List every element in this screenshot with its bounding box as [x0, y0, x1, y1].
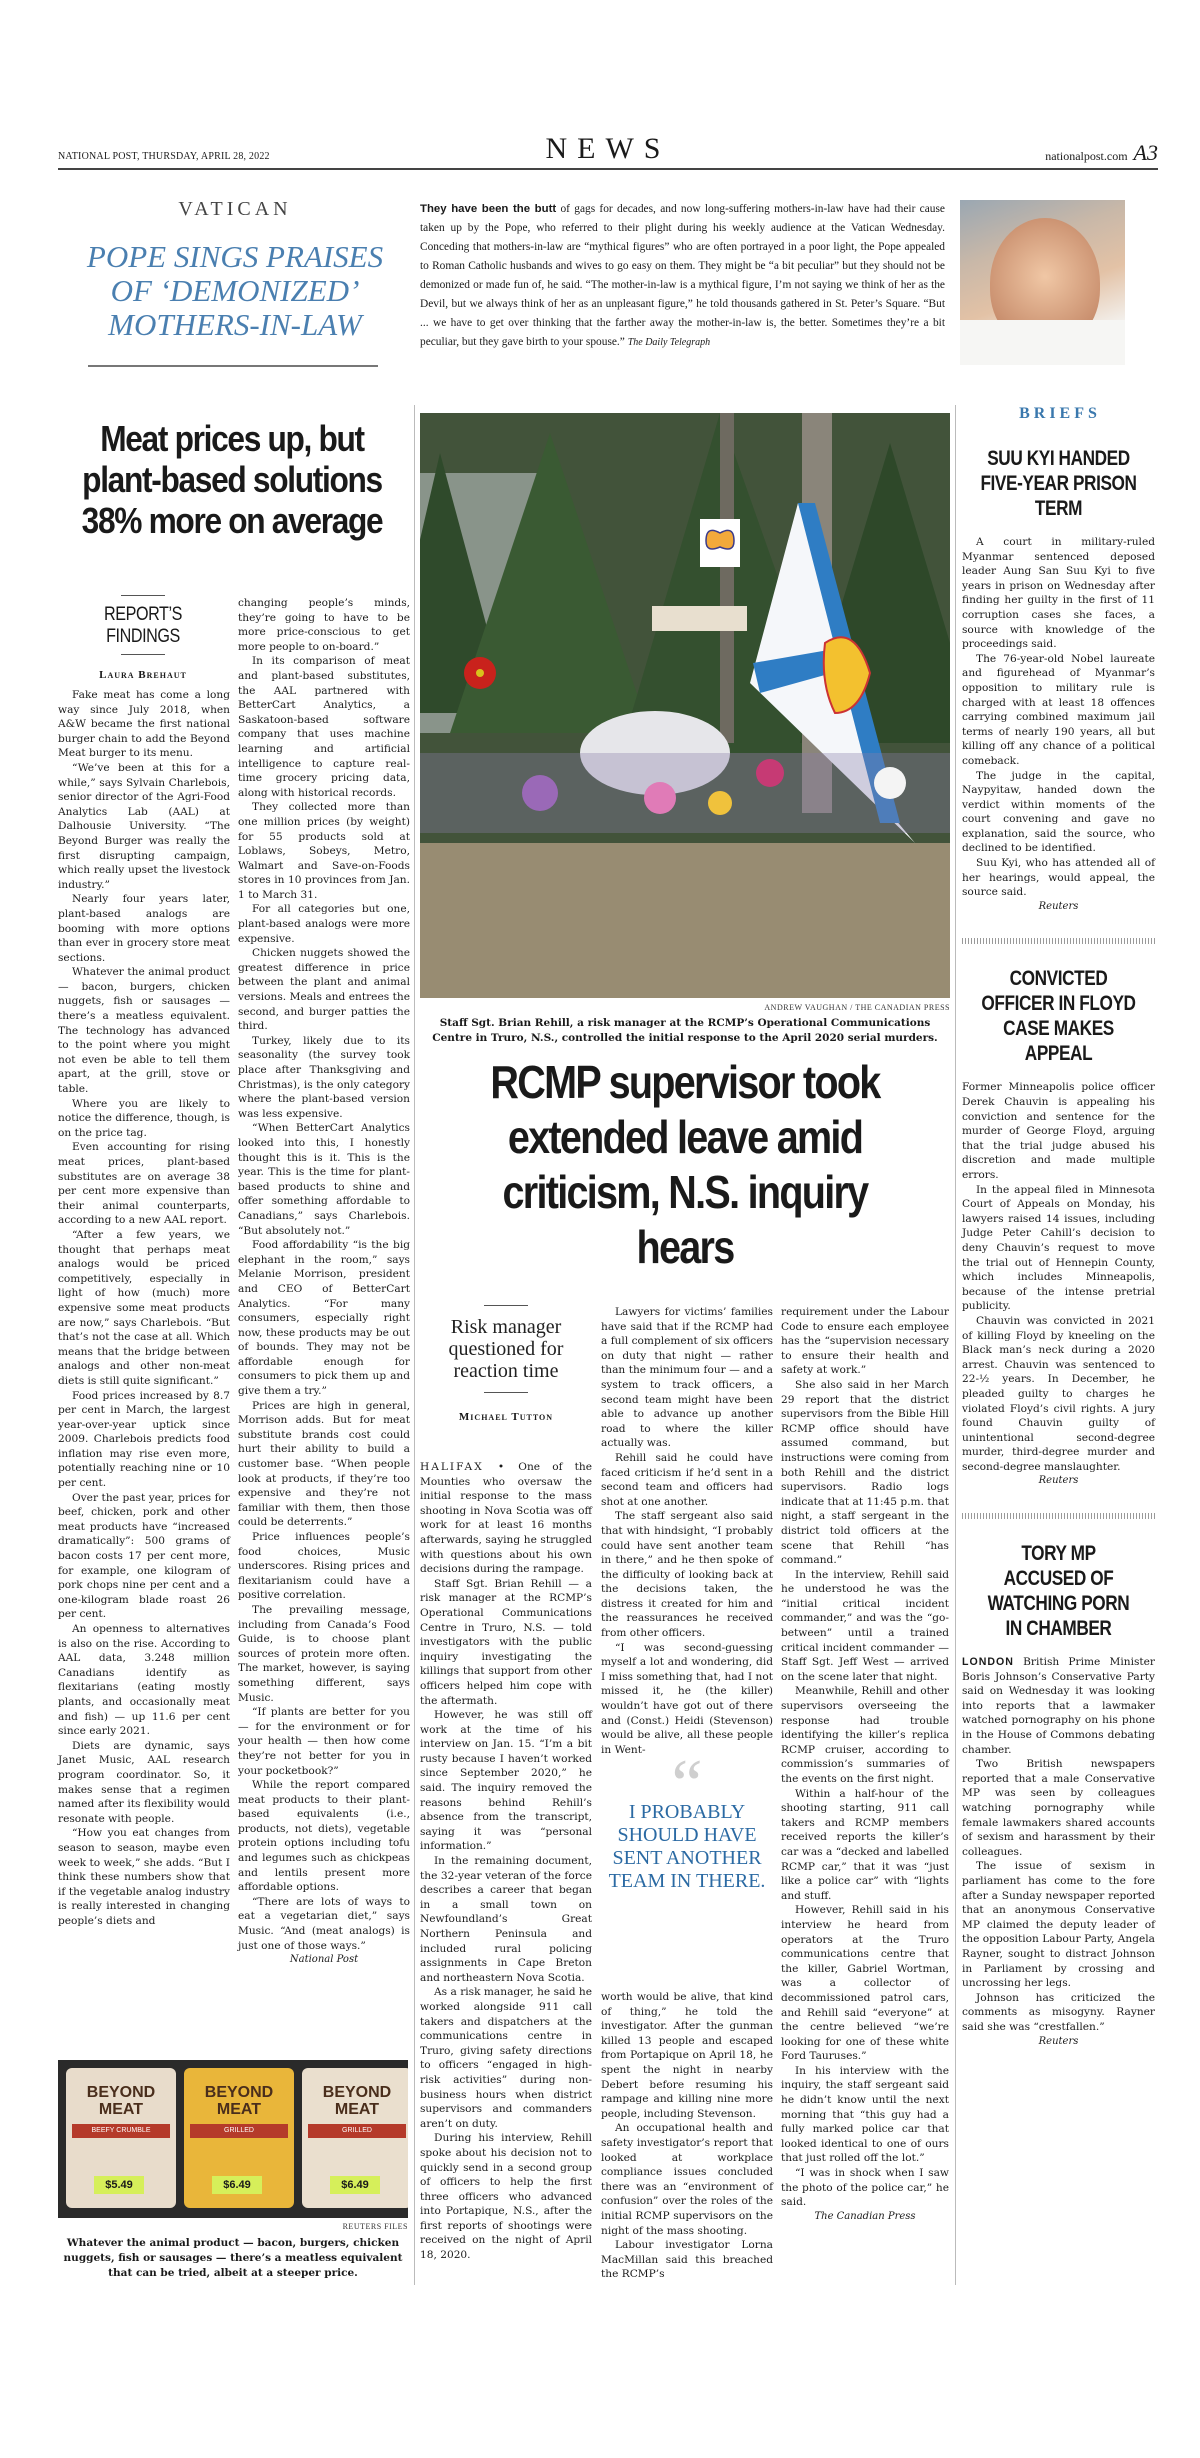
divider: [121, 595, 165, 596]
paragraph: Lawyers for victims’ families have said that if the RCMP had a full complement of six officers on duty that night — rather than the minimum four — and a system to track officers, a second team might have been able to advance up another road to where the killer actually was.: [601, 1306, 773, 1450]
dateline: LONDON: [962, 1656, 1014, 1669]
rcmp-deck: Risk manager questioned for reaction time: [448, 1316, 564, 1382]
paragraph: In its comparison of meat and plant-based substitutes, the AAL partnered with BetterCart Analytics, a Saskatoon-based software company that uses machine learning and artificial intelligence to capture real-time grocery pricing data, along with historical records.: [238, 655, 410, 799]
pull-quote: I PROBABLY SHOULD HAVE SENT ANOTHER TEAM IN THERE.: [608, 1801, 766, 1892]
paragraph: The prevailing message, including from Canada’s Food Guide, is to choose plant sources of protein more often. The market, however, is saying something different, says Music.: [238, 1603, 410, 1704]
story-source: Reuters: [1038, 1475, 1079, 1487]
paragraph: Prices are high in general, Morrison adds. But for meat substitute brands cost could hurt their ability to build a customer base. “When people look at products, if they’re too expensive and they’re not familiar with them, then those could be deterrents.”: [238, 1399, 410, 1529]
paragraph: In the interview, Rehill said he understood he was the “initial critical incident commander,” and was the “go-between” until a trained critical incident commander — Staff Sgt. Jeff West — arrived on the scene later that night.: [781, 1568, 949, 1683]
paragraph: The 76-year-old Nobel laureate and figurehead of Myanmar’s opposition to military rule is charged with at least 18 offences carrying combined maximum jail terms of nearly 190 years, all but killing off any chance of a political comeback.: [962, 652, 1155, 767]
site-url: nationalpost.com: [1045, 149, 1128, 163]
paragraph: Diets are dynamic, says Janet Music, AAL research program coordinator. So, it makes sense that a regimen named after its flexibility would resonate with people.: [58, 1739, 230, 1825]
meat-byline: Laura Brehaut: [99, 669, 187, 681]
story-source: Reuters: [1038, 2035, 1079, 2047]
page-number: A3: [1133, 140, 1158, 165]
paragraph: [962, 1655, 1155, 1757]
paragraph: Over the past year, prices for beef, chicken, pork and other meat products have “increased dramatically”: 500 grams of bacon costs 17 per cent more, for example, one kilogram of pork chops nine per cent and a one-kilogram blade roast 26 per cent.: [58, 1491, 230, 1621]
brief-headline: CONVICTED OFFICER IN FLOYD CASE MAKES APPEAL: [981, 967, 1136, 1066]
dateline: HALIFAX •: [420, 1461, 507, 1473]
paragraph: The staff sergeant also said that with hindsight, “I probably could have sent another team in there,” and he then spoke of the difficulty of looking back at the decisions taken, the distress it created for him and the reassurances he received from other officers.: [601, 1510, 773, 1640]
pull-quote-block: [601, 1746, 773, 1893]
paragraph: “We’ve been at this for a while,” says Sylvain Charlebois, senior director of the Agri-Food Analytics Lab (AAL) at Dalhousie University. “The Beyond Burger was really the first disrupting campaign, which really upset the livestock industry.”: [58, 761, 230, 891]
paragraph: Nearly four years later, plant-based analogs are booming with more options than ever in grocery store meat sections.: [58, 893, 230, 964]
product-pack: [184, 2068, 294, 2208]
paragraph: Price influences people’s food choices, Music underscores. Rising prices and flexitarianism could have a positive correlation.: [238, 1531, 410, 1602]
divider: [484, 1305, 528, 1306]
pack-brand: BEYOND MEAT: [322, 2084, 392, 2118]
page-folio: [58, 132, 1158, 170]
paragraph: An openness to alternatives is also on the rise. According to AAL data, 3.248 million Canadians identify as flexitarians (eating mostly plants, and occasionally meat and fish) — up 11.6 per cent since early 2021.: [58, 1623, 230, 1738]
paragraph: Former Minneapolis police officer Derek Chauvin is appealing his conviction and sentence for the murder of George Floyd, arguing that the trial judge abused his discretion and made multiple errors.: [962, 1081, 1155, 1181]
paragraph: Meanwhile, Rehill and other supervisors overseeing the response had trouble identifying the killer’s replica RCMP cruiser, according to commission’s summaries of the events on the first night.: [781, 1685, 949, 1785]
story-source: The Canadian Press: [814, 2210, 916, 2222]
price-tag: $6.49: [212, 2176, 262, 2194]
paragraph: Food affordability “is the big elephant in the room,” says Melanie Morrison, president and CEO of BetterCart Analytics. “For many consumers, especially right now, these products may be out of bounds. They may not be affordable enough for consumers to pick them up and give them a try.”: [238, 1239, 410, 1398]
paragraph: She also said in her March 29 report that the district supervisors from the Bible Hill RCMP office should have assumed command, but instructions were coming from both Rehill and the district supervisors. Radio logs indicate that at 11:45 p.m. that night, a staff sergeant in the district told officers at the scene that Rehill “has command.”: [781, 1378, 949, 1567]
meat-section-head: REPORT’S FINDINGS: [104, 604, 182, 647]
story-source: The Daily Telegraph: [627, 337, 711, 348]
rcmp-column-3: [781, 1305, 949, 2224]
paragraph: In the remaining document, the 32-year veteran of the force describes a career that began in a small town on Newfoundland’s Great Northern Peninsula and included rural policing assignments in Cape Breton and northeastern Nova Scotia.: [420, 1855, 592, 1984]
briefs-kicker: BRIEFS: [1019, 405, 1101, 422]
vatican-story: [420, 200, 945, 352]
paragraph: Suu Kyi, who has attended all of her hearings, would appeal, the source said.: [962, 857, 1155, 899]
paragraph: Even accounting for rising meat prices, plant-based substitutes are on average 38 per cent more expensive than their animal counterparts, according to a new AAL report.: [58, 1141, 230, 1227]
paragraph: “There are lots of ways to eat a vegetarian diet,” says Music. “And (meat analogs) is just one of those ways.”: [238, 1895, 410, 1952]
pack-flavour: BEEFY CRUMBLE: [72, 2124, 170, 2138]
paragraph: Within a half-hour of the shooting starting, 911 call takers and RCMP members received reports the killer’s car was a “decked and labelled RCMP car,” that it was “just like a police car” with “lights and stuff.: [781, 1787, 949, 1902]
paragraph: “If plants are better for you — for the environment or for your health — then how come they’re not better for you in your pocketbook?”: [238, 1706, 410, 1777]
price-tag: $6.49: [330, 2176, 380, 2194]
vatican-headline: POPE SINGS PRAISES OF ‘DEMONIZED’ MOTHERS-IN-LAW: [86, 239, 384, 342]
paragraph: They collected more than one million prices (by weight) for 55 products sold at Loblaws, Sobeys, Metro, Walmart and Save-on-Foods stores in 10 provinces from Jan. 1 to March 31.: [238, 801, 410, 901]
column-rule: [955, 405, 956, 2285]
brief-separator: [962, 938, 1155, 944]
paragraph: An occupational health and safety investigator’s report that looked at workplace compliance issues concluded there was an “environment of confusion” over the roles of the initial RCMP supervisors on the night of the mass shooting.: [601, 2122, 773, 2237]
paragraph: While the report compared meat products to their plant-based equivalents (i.e., products, not diets), vegetable protein options including tofu and legumes such as chickpeas and lentils present more affordable options.: [238, 1779, 410, 1894]
brief-body: [962, 535, 1155, 914]
photo-credit: ANDREW VAUGHAN / THE CANADIAN PRESS: [764, 1003, 950, 1012]
paragraph: However, he was still off work at the time of his interview on Jan. 15. “I’m a bit rusty because I haven’t worked since September 2020,” he said. The inquiry removed the reasons behind Rehill’s absence from the transcript, saying it was “personal information.”: [420, 1709, 592, 1853]
pack-flavour: GRILLED: [190, 2124, 288, 2138]
meat-column-2: [238, 596, 410, 1968]
rcmp-byline: Michael Tutton: [458, 1411, 554, 1423]
paragraph: In the appeal filed in Minnesota Court of Appeals on Monday, his lawyers raised 14 issues, including Judge Peter Cahill’s decision to deny Chauvin’s request to move the trial out of Hennepin County, which includes Minneapolis, because of the intense pretrial publicity.: [962, 1183, 1155, 1313]
quote-mark-icon: “: [671, 1746, 703, 1823]
paragraph: In his interview with the inquiry, the staff sergeant said he didn’t know until the next morning that “this guy had a fully marked police car that looked identical to one of ours that just rolled off the lot.”: [781, 2064, 949, 2165]
paragraph: Where you are likely to notice the difference, though, is on the price tag.: [58, 1097, 230, 1139]
paragraph: For all categories but one, plant-based analogs were more expensive.: [238, 903, 410, 945]
paragraph: Two British newspapers reported that a male Conservative MP was seen by colleagues watching pornography while female lawmakers shared accounts of sexism and harassment by their colleagues.: [962, 1758, 1155, 1858]
brief-headline: TORY MP ACCUSED OF WATCHING PORN IN CHAMBER: [987, 1542, 1130, 1641]
product-pack: [302, 2068, 408, 2208]
paragraph: Chauvin was convicted in 2021 of killing Floyd by kneeling on the Black man’s neck during a 2020 arrest. Chauvin was sentenced to 22-½ years. In December, he pleaded guilty to charges he violated Floyd’s civil rights. A jury found Chauvin guilty of unintentional second-degree murder, third-degree murder and second-degree manslaughter.: [962, 1314, 1155, 1473]
photo-credit: REUTERS FILES: [342, 2222, 408, 2231]
divider: [121, 654, 165, 655]
story-source: National Post: [289, 1954, 359, 1966]
memorial-image: [420, 413, 950, 998]
brief-separator: [962, 1513, 1155, 1519]
folio-dateline: NATIONAL POST, THURSDAY, APRIL 28, 2022: [58, 151, 270, 162]
paragraph: Chicken nuggets showed the greatest difference in price between the plant and animal versions. Meals and entrees the second, and burger patties the third.: [238, 947, 410, 1033]
beyond-meat-photo: [58, 2060, 408, 2218]
rcmp-column-1: [420, 1460, 592, 2263]
pack-brand: BEYOND MEAT: [86, 2084, 156, 2118]
divider: [88, 365, 378, 367]
paragraph: Rehill said he could have faced criticism if he’d sent in a second team and officers had shot at one another.: [601, 1451, 773, 1508]
pack-brand: BEYOND MEAT: [204, 2084, 274, 2118]
price-tag: $5.49: [94, 2176, 144, 2194]
pack-flavour: GRILLED: [308, 2124, 406, 2138]
paragraph-text: British Prime Minister Boris Johnson’s Conservative Party said on Wednesday it was looking into reports that a lawmaker watched pornography on his phone in the House of Commons debating chamber.: [962, 1656, 1155, 1756]
paragraph: “After a few years, we thought that perhaps meat analogs would be priced competitively, especially in light of how (much) more expensive some meat products are now,” says Charlebois. “But that’s not the case at all. Which means that the bridge between analogs and other non-meat diets is still quite significant.”: [58, 1228, 230, 1387]
paragraph: “When BetterCart Analytics looked into this, I honestly thought this is it. This is the year. This is the time for plant-based products to shine and offer something affordable to Canadians,” says Charlebois. “But absolutely not.”: [238, 1122, 410, 1237]
paragraph: During his interview, Rehill spoke about his decision not to quickly send in a second group of officers to help the first three officers who advanced into Portapique, N.S., after the first reports of shootings were received on the night of April 18, 2020.: [420, 2132, 592, 2262]
paragraph: worth would be alive, that kind of thing,” he told the investigator. After the gunman killed 13 people and escaped from Portapique on April 18, he spent the night in nearby Debert before resuming his rampage and killing nine more people, including Stevenson.: [601, 1991, 773, 2120]
paragraph-text: One of the Mounties who oversaw the initial response to the mass shooting in Nova Scotia was off work for at least 16 months afterwards, saying he struggled with questions about his own decisions during the rampage.: [420, 1461, 592, 1576]
paragraph: Food prices increased by 8.7 per cent in March, the largest year-over-year uptick since 2009. Charlebois predicts food inflation may rise even more, potentially reaching nine or 10 per cent.: [58, 1389, 230, 1490]
photo-caption: Staff Sgt. Brian Rehill, a risk manager at the RCMP’s Operational Communications Centre in Truro, N.S., controlled the initial response to the April 2020 serial murders.: [432, 1017, 938, 1044]
pope-photo: [960, 200, 1125, 365]
paragraph: Johnson has criticized the comments as misogyny. Rayner said she was “crestfallen.”: [962, 1991, 1155, 2033]
meat-sidehead-block: [58, 595, 228, 681]
lead-in: They have been the butt: [420, 203, 557, 215]
paragraph: A court in military-ruled Myanmar sentenced deposed leader Aung San Suu Kyi to five years in prison on Wednesday after finding her guilty in the first of 11 corruption cases she faces, a source with knowledge of the proceedings said.: [962, 536, 1155, 651]
memorial-photo: [420, 413, 950, 998]
product-pack: [66, 2068, 176, 2208]
rcmp-column-2-bottom: [601, 1990, 773, 2282]
vatican-kicker: VATICAN: [178, 198, 292, 220]
rcmp-deck-block: [420, 1305, 592, 1423]
folio-site: [1045, 140, 1158, 166]
paragraph: Staff Sgt. Brian Rehill — a risk manager at the RCMP’s Operational Communications Centre in Truro, N.S. — told investigators with the public inquiry investigating the killings that support from other officers helped him cope with the aftermath.: [420, 1577, 592, 1707]
brief-headline: SUU KYI HANDED FIVE-YEAR PRISON TERM: [980, 447, 1137, 520]
paragraph: Whatever the animal product — bacon, burgers, chicken nuggets, fish or sausages — there’s a meatless equivalent. The technology has advanced to the point where you might not even be able to tell them apart, at the grill, stove or table.: [58, 966, 230, 1096]
paragraph: However, Rehill said in his interview he heard from operators at the Truro communications centre that the killer, Gabriel Wortman, was a collector of decommissioned patrol cars, and Rehill said “everyone” at the centre believed “we’re looking for one of these white Ford Tauruses.”: [781, 1904, 949, 2063]
paragraph: Fake meat has come a long way since July 2018, when A&W became the first national burger chain to add the Beyond Meat burger to its menu.: [58, 689, 230, 760]
briefs-column: [962, 440, 1155, 2049]
paragraph: changing people’s minds, they’re going to have to be more price-conscious to get more people to on-board.”: [238, 597, 410, 653]
column-rule: [414, 405, 415, 2285]
photo-caption: Whatever the animal product — bacon, burgers, chicken nuggets, fish or sausages — there’s a meatless equivalent that can be tried, albeit at a steeper price.: [63, 2237, 403, 2279]
paragraph: Turkey, likely due to its seasonality (the survey took place after Thanksgiving and Christmas), is the only category where the plant-based version was less expensive.: [238, 1034, 410, 1120]
meat-column-1: [58, 688, 230, 1928]
paragraph: “I was in shock when I saw the photo of the police car,” he said.: [781, 2167, 949, 2209]
meat-headline: Meat prices up, but plant-based solutions 38% more on average: [81, 418, 383, 541]
pope-robe-image: [960, 320, 1125, 365]
paragraph: The judge in the capital, Naypyitaw, handed down the verdict within moments of the court convening and gave no explanation, said the source, who declined to be identified.: [962, 769, 1155, 855]
paragraph: [420, 1460, 592, 1577]
vatican-body: of gags for decades, and now long-suffering mothers-in-law have had their cause taken up by the Pope, who referred to their plight during his weekly audience at the Vatican Wednesday. Conceding that mothers-in-law are “mythical figures” who are often portrayed in a poor light, the Pope appealed to Roman Catholic husbands and wives to go easy on them. They might be “a bit peculiar” but they should not be demonized or made fun of, he said. “The mother-in-law is a mythical figure, I’m not saying we think of her as the Devil, but we always think of her as an unpleasant figure,” he told thousands gathered in St. Peter’s Square. “But ... we have to get over thinking that the farther away the mother-in-law is, the better. Sometimes they’re a bit peculiar, but they gave birth to your spouse.”: [420, 203, 945, 348]
paragraph: As a risk manager, he said he worked alongside 911 call takers and dispatchers at the communications centre in Truro, giving safety directions to officers “engaged in high-risk activities” during non-business hours when district supervisors and commanders aren’t on duty.: [420, 1986, 592, 2130]
paragraph: The issue of sexism in parliament has come to the fore after a Sunday newspaper reported that an anonymous Conservative MP claimed the deputy leader of the opposition Labour Party, Angela Rayner, sought to distract Johnson in Parliament by crossing and uncrossing her legs.: [962, 1860, 1155, 1990]
rcmp-column-2-top: [601, 1305, 773, 1757]
divider: [484, 1392, 528, 1393]
paragraph: “How you eat changes from season to season, maybe even week to week,” she adds. “But I think these numbers show that if the vegetable analog industry is really interested in changing people’s diets and: [58, 1827, 230, 1927]
paragraph: Labour investigator Lorna MacMillan said this breached the RCMP’s: [601, 2239, 773, 2281]
rcmp-headline: RCMP supervisor took extended leave amid criticism, N.S. inquiry hears: [490, 1056, 880, 1273]
paragraph: requirement under the Labour Code to ensure each employee has the “supervision necessary to ensure their health and safety at work.”: [781, 1306, 949, 1377]
section-name: NEWS: [545, 132, 671, 165]
brief-body: [962, 1080, 1155, 1489]
story-source: Reuters: [1038, 900, 1079, 912]
brief-body: [962, 1655, 1155, 2049]
paragraph: “I was second-guessing myself a lot and wondering, did I miss something that, had I not missed it, he (the killer) wouldn’t have got out of there and (Const.) Heidi (Stevenson) would be alive, all these people in Went-: [601, 1641, 773, 1756]
